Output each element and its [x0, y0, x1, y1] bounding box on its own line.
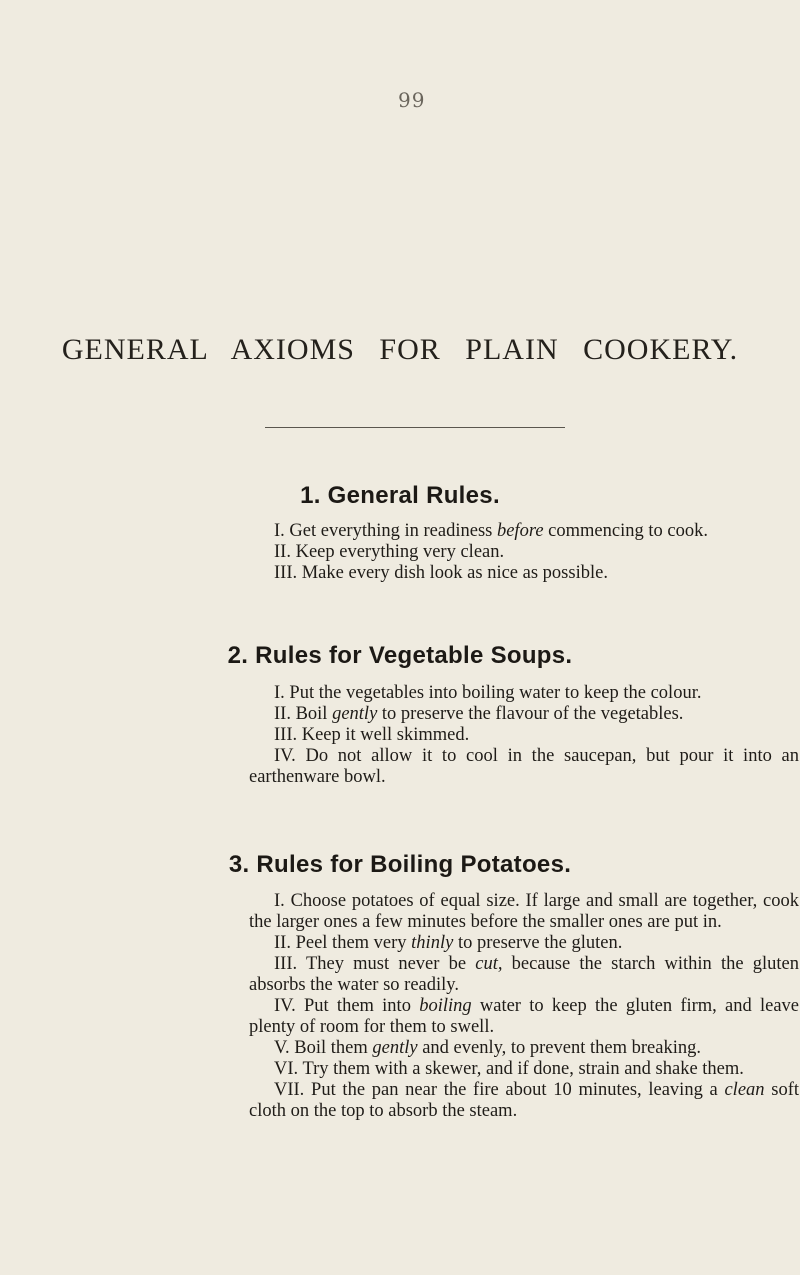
rule-item [249, 725, 799, 746]
rule-item [249, 683, 799, 704]
rule-item [249, 1059, 799, 1080]
rule-emphasis: gently [332, 704, 378, 724]
rule-text: Get everything in readiness [289, 521, 497, 541]
section-heading-boiling-potatoes: 3. Rules for Boiling Potatoes. [228, 851, 572, 878]
rule-number: II. [274, 704, 291, 724]
rule-text: Peel them very [295, 933, 412, 953]
page-title: GENERAL AXIOMS FOR PLAIN COOKERY. [61, 333, 739, 366]
rule-number: IV. [274, 996, 296, 1016]
rule-text: Put the vegetables into boiling water to keep the colour. [289, 683, 702, 703]
rule-number: VI. [274, 1059, 299, 1079]
rule-number: I. [274, 521, 285, 541]
rule-emphasis: clean [724, 1080, 765, 1100]
rule-text: Make every dish look as nice as possible. [301, 563, 608, 583]
rule-item [249, 704, 799, 725]
section-heading-vegetable-soups: 2. Rules for Vegetable Soups. [227, 642, 573, 669]
section-boiling-potatoes-list [249, 891, 800, 1122]
rule-text: Keep it well skimmed. [301, 725, 470, 745]
rule-item [249, 542, 799, 563]
rule-emphasis: boiling [419, 996, 472, 1016]
rule-number: II. [274, 933, 291, 953]
rule-number: VII. [274, 1080, 305, 1100]
rule-item [249, 954, 799, 996]
rule-item [249, 521, 799, 542]
rule-text: and evenly, to prevent them breaking. [417, 1038, 701, 1058]
rule-emphasis: thinly [411, 933, 454, 953]
rule-text: Choose potatoes of equal size. If large and small are together, cook the larger ones a few minutes before the smaller ones are put in. [249, 891, 800, 932]
section-vegetable-soups-list [249, 683, 800, 788]
rule-text: They must never be [305, 954, 476, 974]
rule-text: Boil [295, 704, 333, 724]
rule-number: II. [274, 542, 291, 562]
rule-number: III. [274, 563, 298, 583]
rule-text: Put the pan near the fire about 10 minutes, leaving a [311, 1080, 725, 1100]
rule-text: Do not allow it to cool in the saucepan, but pour it into an earthenware bowl. [249, 746, 800, 787]
rule-text: Put them into [304, 996, 420, 1016]
rule-item [249, 1080, 799, 1122]
rule-text: because the starch within the gluten absorbs the water so readily. [249, 954, 799, 995]
rule-item [249, 563, 799, 584]
rule-number: V. [274, 1038, 290, 1058]
section-heading-general-rules: 1. General Rules. [300, 482, 500, 509]
rule-emphasis: gently [372, 1038, 418, 1058]
page-number: 99 [398, 88, 426, 112]
rule-number: I. [274, 891, 285, 911]
rule-number: IV. [274, 746, 296, 766]
rule-text: to preserve the flavour of the vegetables. [377, 704, 684, 724]
rule-item [249, 996, 799, 1038]
rule-number: I. [274, 683, 285, 703]
title-divider [265, 427, 565, 428]
rule-item [249, 891, 799, 933]
rule-text: soft cloth on the top to absorb the steam. [249, 1080, 799, 1121]
rule-text: water to keep the gluten firm, and leave plenty of room for them to swell. [249, 996, 800, 1037]
rule-text: Try them with a skewer, and if done, strain and shake them. [302, 1059, 744, 1079]
rule-number: III. [274, 725, 298, 745]
rule-item [249, 1038, 799, 1059]
rule-text: Boil them [294, 1038, 373, 1058]
rule-item [249, 933, 799, 954]
rule-number: III. [274, 954, 298, 974]
rule-item [249, 746, 799, 788]
rule-text: Keep everything very clean. [295, 542, 505, 562]
rule-emphasis: cut, [475, 954, 503, 974]
rule-text: commencing to cook. [543, 521, 708, 541]
section-general-rules-list [274, 521, 799, 584]
rule-text: to preserve the gluten. [453, 933, 623, 953]
rule-emphasis: before [496, 521, 544, 541]
